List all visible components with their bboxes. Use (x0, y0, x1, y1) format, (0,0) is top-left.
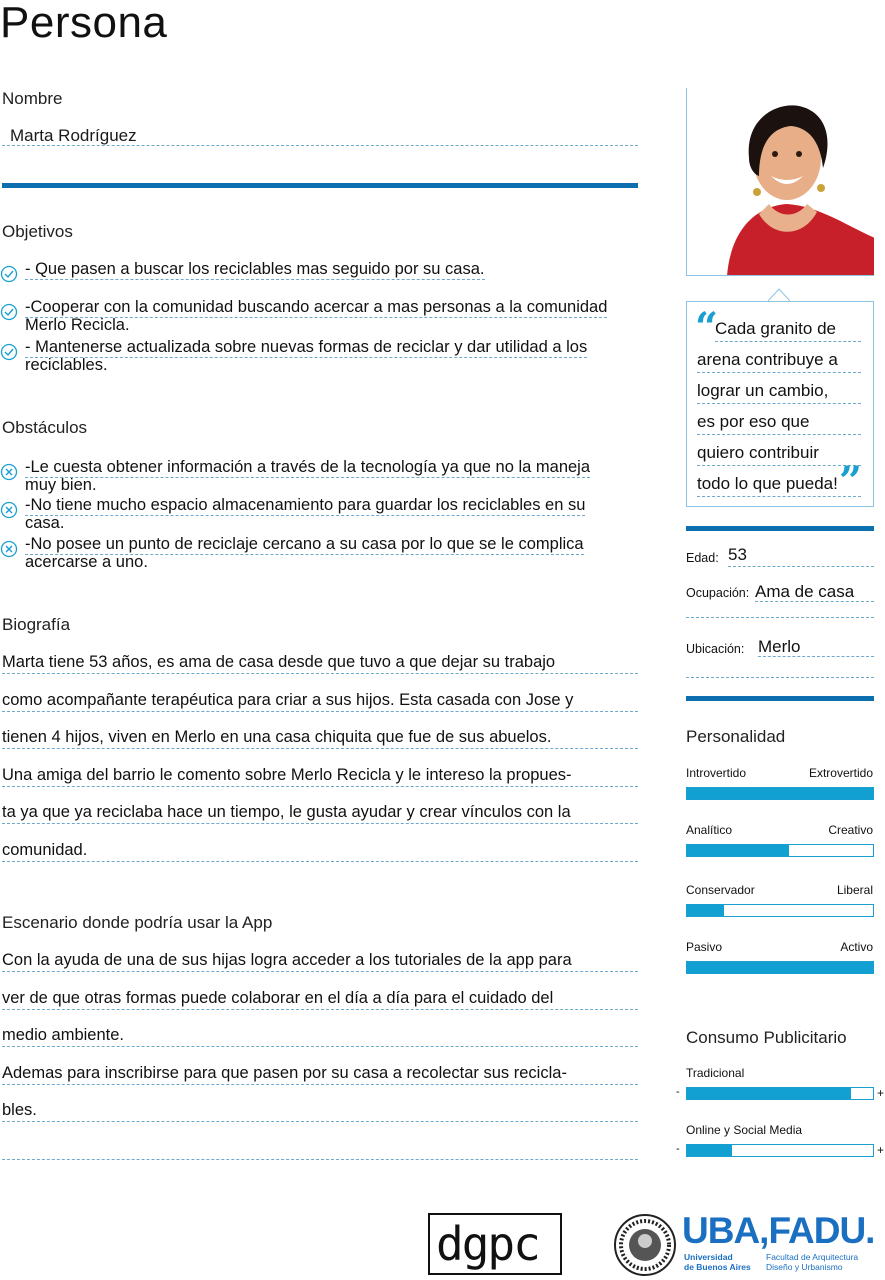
nombre-field (2, 124, 638, 146)
escenario-line: Ademas para inscribirse para que pasen por su casa a recolectar sus recicla- (2, 1063, 638, 1085)
edad-value: 53 (728, 545, 874, 567)
fadu-sub-line-1: Facultad de Arquitectura (766, 1252, 859, 1262)
trait-slider-fill (687, 905, 724, 916)
trait-right-label: Creativo (828, 823, 873, 837)
quote-line: Cada granito de (715, 318, 861, 342)
trait-slider-fill (687, 845, 789, 856)
objetivos-item-line: -Cooperar con la comunidad buscando acercar a mas personas a la comunidad (25, 298, 608, 316)
consumo-minus: - (676, 1143, 680, 1155)
ocupacion-row (686, 582, 874, 620)
trait-left-label: Pasivo (686, 940, 723, 954)
quote-line: quiero contribuir (697, 442, 861, 466)
ubicacion-extra-line (686, 677, 874, 678)
trait-left-label: Conservador (686, 883, 755, 897)
trait-left-label: Introvertido (686, 766, 747, 780)
obstaculos-label: Obstáculos (2, 418, 88, 437)
trait-slider (686, 844, 874, 857)
escenario-line (2, 1138, 638, 1160)
escenario-line: medio ambiente. (2, 1025, 638, 1047)
quote-open-mark: “ (695, 304, 719, 351)
dgpc-logo-text: dgpc (436, 1217, 539, 1271)
trait-slider (686, 787, 874, 800)
obstaculos-item-line: muy bien. (25, 476, 97, 494)
persona-photo (686, 88, 874, 276)
consumo-slider-fill (687, 1088, 851, 1099)
trait-slider-fill (687, 788, 873, 799)
uba-seal-icon (614, 1214, 676, 1276)
trait-slider (686, 961, 874, 974)
consumo-item-label: Online y Social Media (686, 1123, 803, 1137)
check-circle-icon (0, 303, 18, 321)
ocupacion-extra-line (686, 617, 874, 618)
objetivos-item-line: - Que pasen a buscar los reciclables mas seguido por su casa. (25, 260, 485, 278)
consumo-slider-fill (687, 1145, 732, 1156)
check-circle-icon (0, 343, 18, 361)
biografia-line: ta ya que ya reciclaba hace un tiempo, le gusta ayudar y crear vínculos con la (2, 802, 638, 824)
obstaculos-item-line: acercarse a uno. (25, 553, 148, 571)
ubicacion-value: Merlo (758, 637, 874, 657)
nombre-value: Marta Rodríguez (10, 126, 137, 145)
biografia-line: como acompañante terapéutica para criar a sus hijos. Esta casada con Jose y (2, 690, 638, 712)
quote-close-mark: ” (839, 458, 863, 505)
escenario-line: ver de que otras formas puede colaborar en el día a día para el cuidado del (2, 988, 638, 1010)
objetivos-label: Objetivos (2, 222, 73, 241)
obstaculos-item-line: -Le cuesta obtener información a través de la tecnología ya que no la maneja (25, 458, 591, 476)
obstaculos-item-line: -No tiene mucho espacio almacenamiento para guardar los reciclables en su (25, 496, 586, 514)
trait-right-label: Extrovertido (808, 766, 873, 780)
escenario-label: Escenario donde podría usar la App (2, 913, 273, 932)
consumo-plus: + (877, 1086, 885, 1100)
ubicacion-row (686, 637, 874, 679)
check-circle-icon (0, 265, 18, 283)
edad-label: Edad: (686, 551, 719, 565)
biografia-line: tienen 4 hijos, viven en Merlo en una casa chiquita que fue de sus abuelos. (2, 727, 638, 749)
x-circle-icon (0, 540, 18, 558)
quote-notch (768, 287, 790, 302)
consumo-item-label: Tradicional (686, 1066, 745, 1080)
quote-line: lograr un cambio, (697, 380, 861, 404)
obstaculos-item-line: -No posee un punto de reciclaje cercano a su casa por lo que se le complica (25, 535, 584, 553)
section-divider (2, 183, 638, 188)
trait-right-label: Liberal (836, 883, 873, 897)
quote-line: arena contribuye a (697, 349, 861, 373)
edad-row (686, 545, 874, 569)
nombre-label: Nombre (2, 89, 63, 108)
sidebar-divider-2 (686, 696, 874, 701)
ubicacion-label: Ubicación: (686, 642, 745, 656)
quote-box (686, 301, 874, 507)
uba-sub-line-2: de Buenos Aires (684, 1262, 751, 1272)
biografia-line: Marta tiene 53 años, es ama de casa desde que tuvo a que dejar su trabajo (2, 652, 638, 674)
uba-fadu-logo: UBA,FADU. (682, 1210, 875, 1251)
x-circle-icon (0, 501, 18, 519)
biografia-line: comunidad. (2, 840, 638, 862)
trait-left-label: Analítico (686, 823, 733, 837)
escenario-line: Con la ayuda de una de sus hijas logra acceder a los tutoriales de la app para (2, 950, 638, 972)
fadu-subtitle (766, 1252, 858, 1272)
consumo-slider (686, 1144, 874, 1157)
biografia-label: Biografía (2, 615, 71, 634)
uba-subtitle (684, 1252, 751, 1272)
objetivos-item-line: - Mantenerse actualizada sobre nuevas formas de reciclar y dar utilidad a los (25, 338, 588, 356)
dgpc-logo (428, 1213, 562, 1275)
biografia-line: Una amiga del barrio le comento sobre Merlo Recicla y le intereso la propues- (2, 765, 638, 787)
consumo-minus: - (676, 1086, 680, 1098)
x-circle-icon (0, 463, 18, 481)
sidebar-divider-1 (686, 526, 874, 531)
page-title: Persona (0, 0, 168, 47)
ocupacion-value: Ama de casa (755, 582, 874, 602)
personalidad-label: Personalidad (686, 727, 786, 746)
escenario-line: bles. (2, 1100, 638, 1122)
uba-sub-line-1: Universidad (684, 1252, 733, 1262)
trait-slider (686, 904, 874, 917)
trait-right-label: Activo (840, 940, 873, 954)
fadu-sub-line-2: Diseño y Urbanismo (766, 1262, 843, 1272)
quote-line: todo lo que pueda! (697, 473, 861, 497)
obstaculos-item-line: casa. (25, 514, 65, 532)
consumo-slider (686, 1087, 874, 1100)
ocupacion-label: Ocupación: (686, 586, 750, 600)
quote-line: es por eso que (697, 411, 861, 435)
objetivos-item-line: Merlo Recicla. (25, 316, 130, 334)
consumo-label: Consumo Publicitario (686, 1028, 847, 1047)
consumo-plus: + (877, 1143, 885, 1157)
objetivos-item-line: reciclables. (25, 356, 108, 374)
trait-slider-fill (687, 962, 873, 973)
